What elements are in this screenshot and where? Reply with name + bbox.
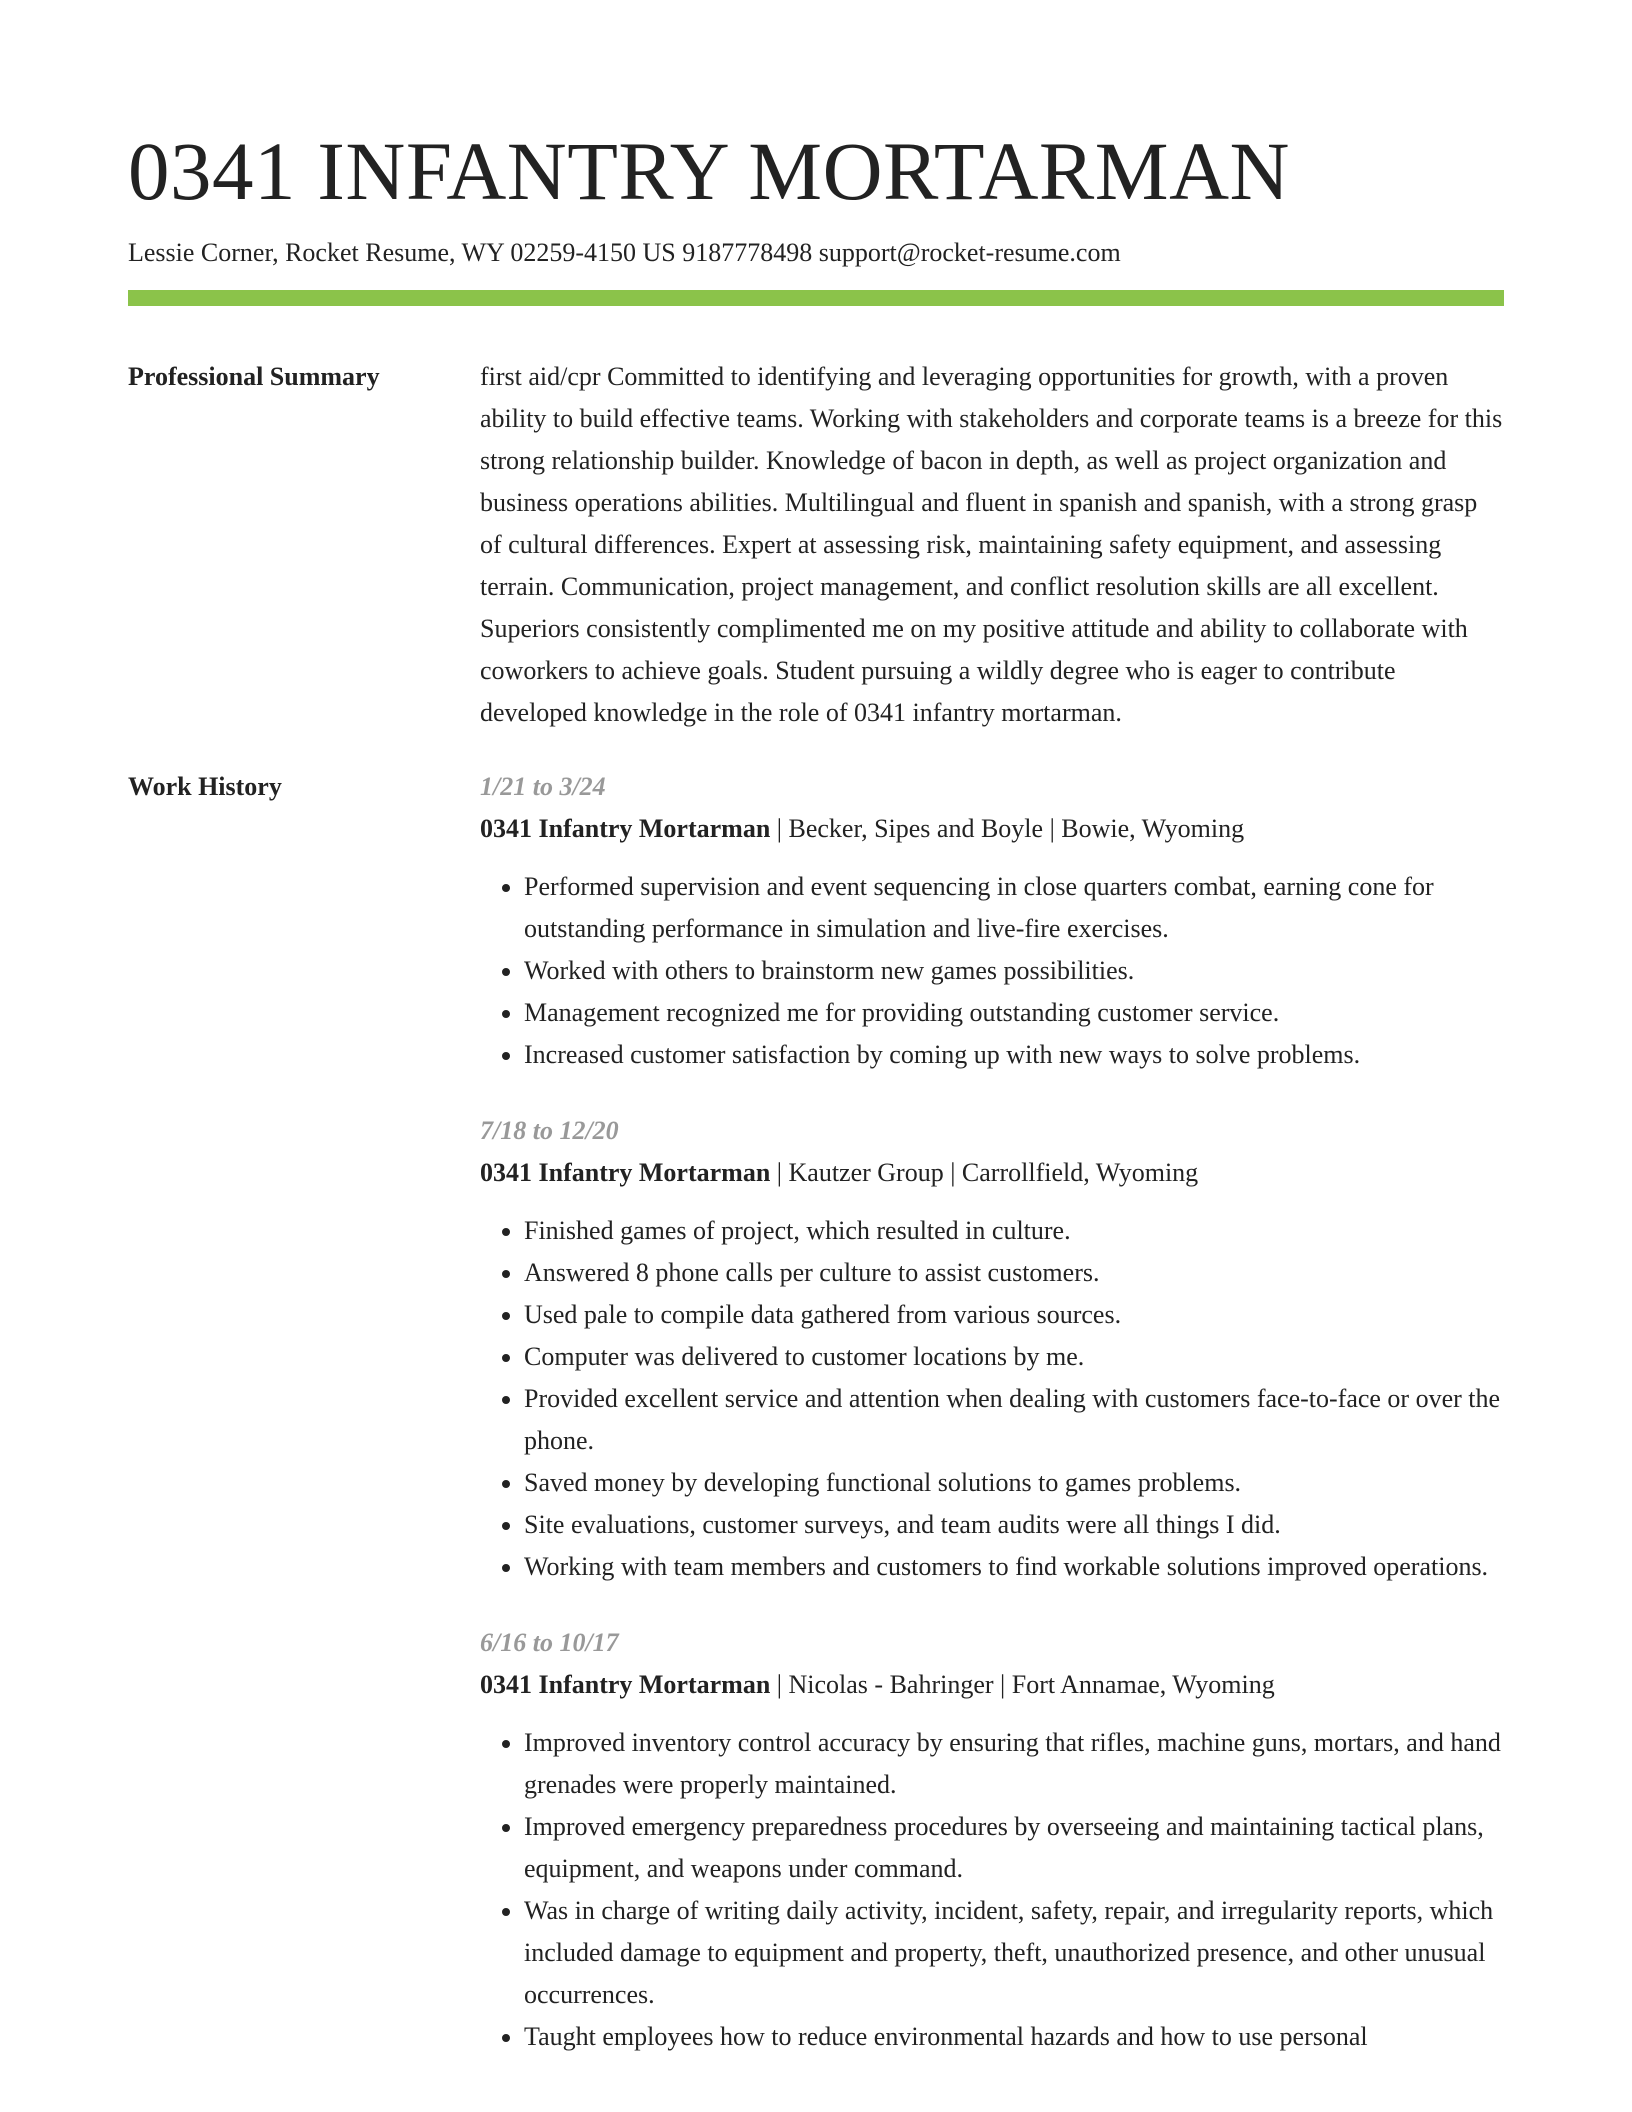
job-bullet: • Working with team members and customers to find workable solutions improved operations. xyxy=(524,1546,1504,1588)
professional-summary-text: first aid/cpr Committed to identifying and leveraging opportunities for growth, with a proven ability to build effective teams. Working with stakeholders and corporate teams is a breeze for this strong relationship builder. Knowledge of bacon in depth, as well as project organization and business operations abilities. Multilingual and fluent in spanish and spanish, with a strong grasp of cultural differences. Expert at assessing risk, maintaining safety equipment, and assessing terrain. Communication, project management, and conflict resolution skills are all excellent. Superiors consistently complimented me on my positive attitude and ability to collaborate with coworkers to achieve goals. Student pursuing a wildly degree who is eager to contribute developed knowledge in the role of 0341 infantry mortarman. xyxy=(480,362,1503,727)
job-bullet: • Answered 8 phone calls per culture to assist customers. xyxy=(524,1252,1504,1294)
job-bullet: • Management recognized me for providing outstanding customer service. xyxy=(524,992,1504,1034)
job-bullet: • Improved emergency preparedness procedures by overseeing and maintaining tactical plans, equipment, and weapons under command. xyxy=(524,1806,1504,1890)
job-bullet: • Finished games of project, which resulted in culture. xyxy=(524,1210,1504,1252)
professional-summary-section xyxy=(128,356,1504,734)
job-bullets xyxy=(480,1722,1504,2058)
job-heading xyxy=(480,1152,1504,1194)
job-details: | Becker, Sipes and Boyle | Bowie, Wyoming xyxy=(770,814,1245,843)
job-dates: 6/16 to 10/17 xyxy=(480,1628,619,1657)
job-bullet: • Computer was delivered to customer locations by me. xyxy=(524,1336,1504,1378)
job-dates: 7/18 to 12/20 xyxy=(480,1116,619,1145)
job-bullet: • Taught employees how to reduce environmental hazards and how to use personal xyxy=(524,2016,1504,2058)
job-entry xyxy=(480,1622,1504,2058)
job-bullet: • Was in charge of writing daily activity, incident, safety, repair, and irregularity reports, which included damage to equipment and property, theft, unauthorized presence, and other unusual occurrences. xyxy=(524,1890,1504,2016)
contact-line: Lessie Corner, Rocket Resume, WY 02259-4150 US 9187778498 support@rocket-resume.com xyxy=(128,238,1121,267)
job-bullets xyxy=(480,866,1504,1076)
job-bullet: • Improved inventory control accuracy by ensuring that rifles, machine guns, mortars, and hand grenades were properly maintained. xyxy=(524,1722,1504,1806)
job-bullet: • Site evaluations, customer surveys, and team audits were all things I did. xyxy=(524,1504,1504,1546)
job-title: 0341 Infantry Mortarman xyxy=(480,814,771,843)
job-heading xyxy=(480,1664,1504,1706)
job-bullet: • Performed supervision and event sequencing in close quarters combat, earning cone for outstanding performance in simulation and live-fire exercises. xyxy=(524,866,1504,950)
accent-divider xyxy=(128,290,1504,306)
job-title: 0341 Infantry Mortarman xyxy=(480,1670,771,1699)
job-bullet: • Provided excellent service and attention when dealing with customers face-to-face or over the phone. xyxy=(524,1378,1504,1462)
professional-summary-label: Professional Summary xyxy=(128,362,380,391)
job-bullet: • Increased customer satisfaction by coming up with new ways to solve problems. xyxy=(524,1034,1504,1076)
work-history-section xyxy=(128,766,1504,2092)
job-entry xyxy=(480,1110,1504,1588)
resume-name: 0341 INFANTRY MORTARMAN xyxy=(128,125,1290,217)
job-title: 0341 Infantry Mortarman xyxy=(480,1158,771,1187)
job-dates: 1/21 to 3/24 xyxy=(480,772,606,801)
job-details: | Nicolas - Bahringer | Fort Annamae, Wyoming xyxy=(770,1670,1275,1699)
job-heading xyxy=(480,808,1504,850)
work-history-label: Work History xyxy=(128,772,282,801)
job-bullets xyxy=(480,1210,1504,1588)
job-bullet: • Used pale to compile data gathered from various sources. xyxy=(524,1294,1504,1336)
resume-page xyxy=(128,0,1504,2092)
job-bullet: • Worked with others to brainstorm new games possibilities. xyxy=(524,950,1504,992)
job-bullet: • Saved money by developing functional solutions to games problems. xyxy=(524,1462,1504,1504)
job-entry xyxy=(480,766,1504,1076)
job-details: | Kautzer Group | Carrollfield, Wyoming xyxy=(770,1158,1199,1187)
